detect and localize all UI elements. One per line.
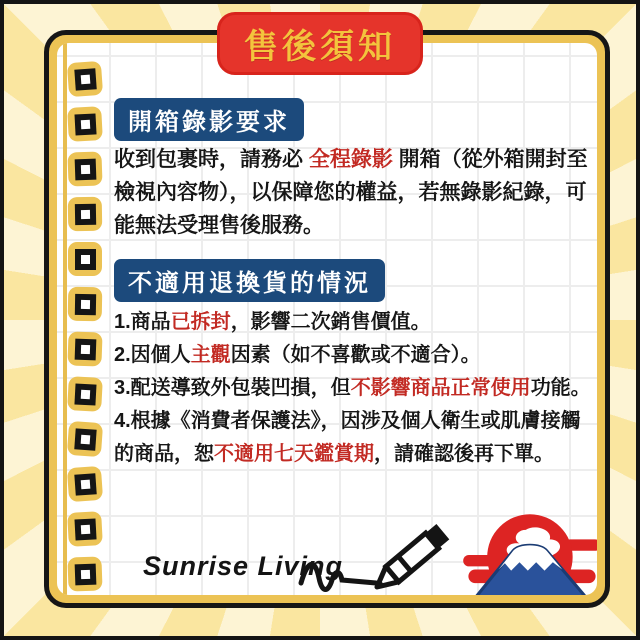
- checkbox-icon: [67, 61, 103, 97]
- notebook-margin-line: [63, 43, 67, 595]
- checkbox-icon: [67, 511, 103, 547]
- return-exclusions-list: [114, 306, 597, 471]
- checkbox-icon: [67, 421, 103, 457]
- title-banner: [217, 12, 423, 75]
- checkbox-icon: [67, 331, 102, 366]
- text-segment: 功能。: [530, 377, 591, 399]
- list-item: [114, 339, 597, 372]
- text-segment: ，影響二次銷售價值。: [230, 311, 431, 333]
- notepad-paper: [57, 43, 597, 595]
- text-segment: 3.配送導致外包裝凹損，但: [114, 377, 351, 399]
- sunrise-fuji-logo: [463, 507, 597, 595]
- text-segment: 收到包裹時，請務必: [114, 148, 309, 171]
- highlighted-text: 不適用七天鑑賞期: [214, 443, 374, 465]
- page-title: 售後須知: [244, 28, 396, 66]
- text-segment: 1.商品: [114, 311, 171, 333]
- unboxing-paragraph: [114, 143, 596, 242]
- highlighted-text: 已拆封: [170, 311, 231, 333]
- checkbox-icon: [67, 556, 102, 591]
- checkbox-icon: [68, 242, 102, 276]
- brand-signature: Sunrise Living: [143, 551, 344, 581]
- list-item: [114, 306, 597, 339]
- notepad-card: [44, 30, 610, 608]
- text-segment: ，請確認後再下單。: [374, 443, 554, 465]
- list-item: [114, 405, 597, 471]
- highlighted-text: 全程錄影: [308, 148, 393, 171]
- text-segment: 開箱（從外箱開封至檢視內容物），以保障您的權益，若無錄影紀錄，可能無法受理售後服務。: [114, 148, 588, 237]
- checkbox-icon: [67, 376, 103, 412]
- text-segment: 因素（如不喜歡或不適合）。: [230, 344, 481, 366]
- list-item: [114, 372, 597, 405]
- section-header-unboxing: 開箱錄影要求: [114, 98, 304, 141]
- highlighted-text: 主觀: [190, 344, 231, 366]
- highlighted-text: 不影響商品正常使用: [350, 377, 531, 399]
- checkbox-icon: [68, 197, 103, 232]
- checkbox-icon: [67, 151, 102, 186]
- checkbox-icon: [67, 466, 103, 502]
- section-header-return-exclusions: 不適用退換貨的情況: [114, 259, 385, 302]
- checkbox-icon: [68, 287, 103, 322]
- text-segment: 4.根據《消費者保護法》，因涉及個人衛生或肌膚接觸的商品，恕: [114, 410, 581, 465]
- pen-signature-icon: [295, 501, 479, 595]
- text-segment: 2.因個人: [114, 344, 191, 366]
- checkbox-icon: [67, 106, 103, 142]
